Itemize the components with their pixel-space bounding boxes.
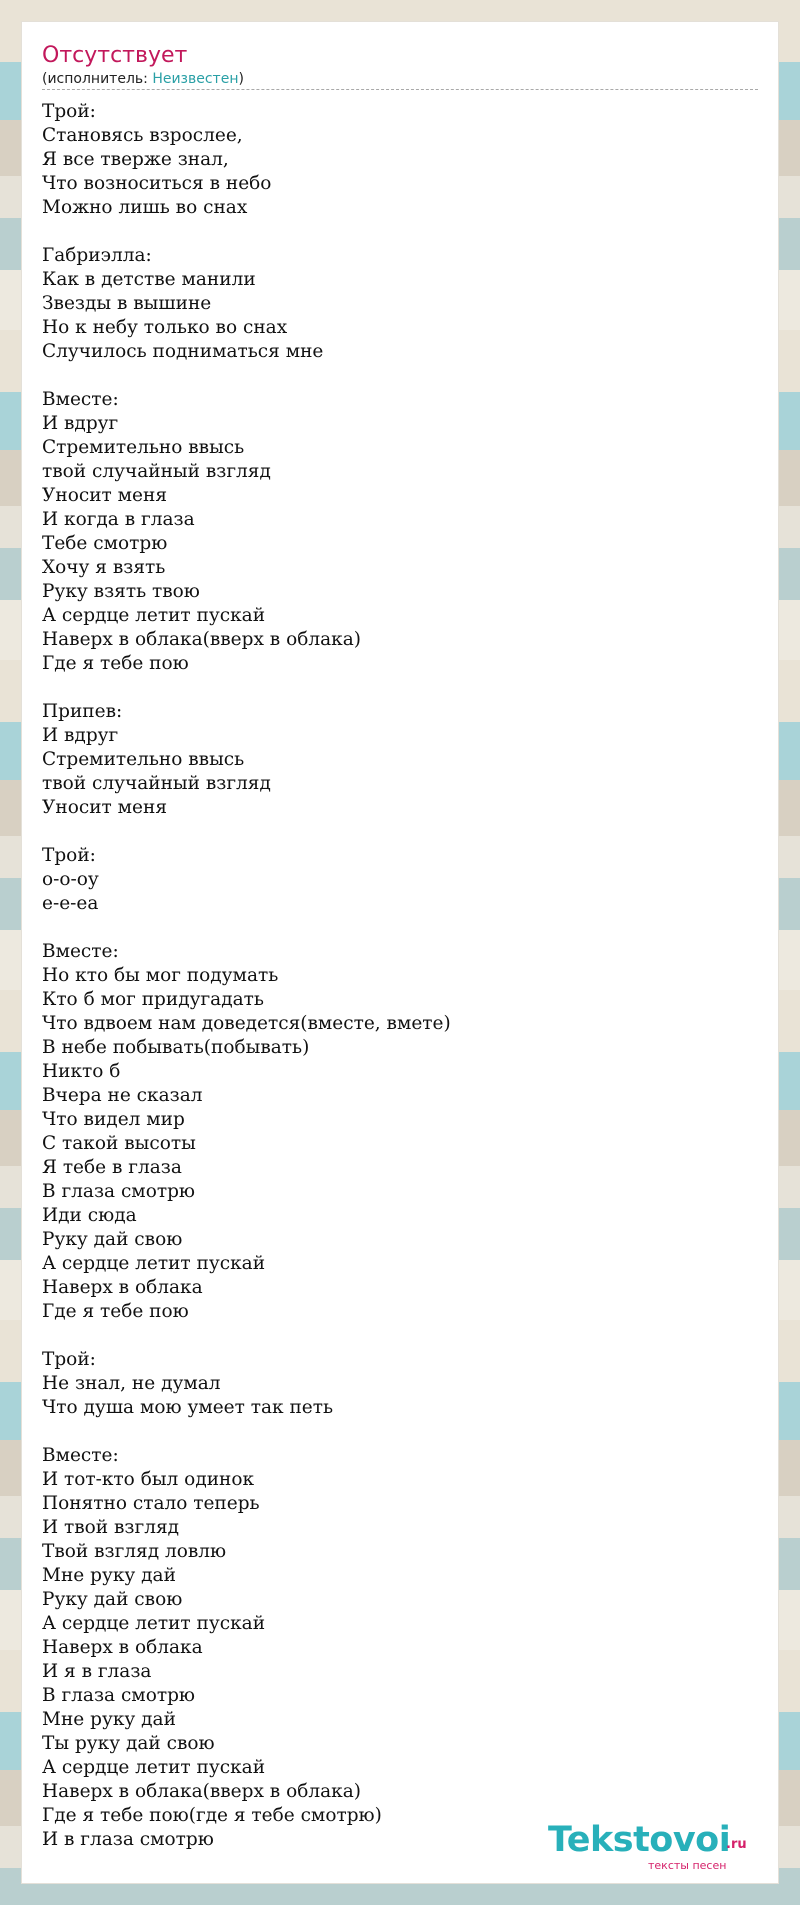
lyrics-card (22, 22, 778, 1883)
site-logo[interactable] (548, 1820, 748, 1876)
artist-link[interactable]: Неизвестен (152, 71, 239, 87)
title-divider (42, 89, 758, 90)
logo-wordmark: Tekstovoi (548, 1820, 731, 1860)
lyrics-text: Трой: Становясь взрослее, Я все тверже знал, Что возноситься в небо Можно лишь во снах Габриэлла: Как в детстве манили Звезды в вышине Но к небу только во снах Случилось подниматься мне Вместе: И вдруг Стремительно ввысь твой случайный взгляд Уносит меня И когда в глаза Тебе смотрю Хочу я взять Руку взять твою А сердце летит пускай Наверх в облака(вверх в облака) Где я тебе пою Припев: И вдруг Стремительно ввысь твой случайный взгляд Уносит меня Трой: о-о-оу е-е-еа Вместе: Но кто бы мог подумать Кто б мог придугадать Что вдвоем нам доведется(вместе, вмете) В небе побывать(побывать) Никто б Вчера не сказал Что видел мир С такой высоты Я тебе в глаза В глаза смотрю Иди сюда Руку дай свою А сердце летит пускай Наверх в облака Где я тебе пою Трой: Не знал, не думал Что душа мою умеет так петь Вместе: И тот-кто был одинок Понятно стало теперь И твой взгляд Твой взгляд ловлю Мне руку дай Руку дай свою А сердце летит пускай Наверх в облака И я в глаза В глаза смотрю Мне руку дай Ты руку дай свою А сердце летит пускай Наверх в облака(вверх в облака) Где я тебе пою(где я тебе смотрю) И в глаза смотрю (42, 101, 451, 1850)
logo-tagline: тексты песен (648, 1859, 727, 1872)
artist-prefix: (исполнитель: (42, 71, 153, 87)
artist-suffix: ) (238, 71, 244, 87)
song-title: Отсутствует (42, 43, 188, 68)
artist-line (42, 70, 244, 88)
logo-domain: .ru (726, 1837, 747, 1852)
